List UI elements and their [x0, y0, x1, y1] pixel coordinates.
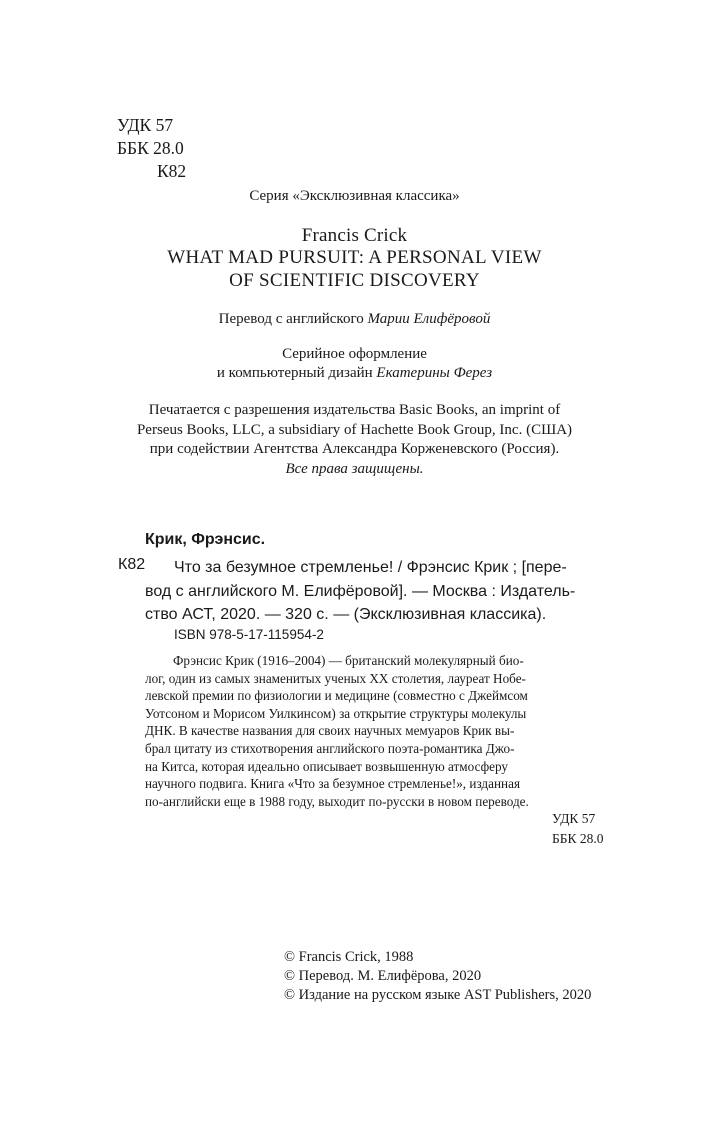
- author-mark: К82: [157, 161, 187, 181]
- catalog-description: [145, 556, 607, 627]
- original-title-line1: WHAT MAD PURSUIT: A PERSONAL VIEW: [167, 247, 542, 268]
- series-title: Серия «Эксклюзивная классика»: [249, 188, 460, 204]
- translation-credit: [0, 311, 709, 328]
- annotation-line: по-английски еще в 1988 году, выходит по-русски в новом переводе.: [145, 793, 529, 809]
- copyright-line2: © Перевод. М. Елифёрова, 2020: [284, 968, 482, 984]
- copyright-line3: © Издание на русском языке AST Publishers, 2020: [284, 987, 592, 1003]
- bbk-code: ББК 28.0: [117, 138, 184, 158]
- design-credit: [0, 345, 709, 383]
- udk-code: УДК 57: [117, 115, 174, 135]
- rights-line2: Perseus Books, LLC, a subsidiary of Hachette Book Group, Inc. (США): [136, 421, 573, 438]
- rights-line4: Все права защищены.: [285, 460, 424, 477]
- rights-notice: [0, 401, 709, 479]
- translator-name: Марии Елифёровой: [367, 311, 491, 327]
- annotation-line: лог, один из самых знаменитых ученых XX столетия, лауреат Нобе-: [145, 670, 526, 686]
- annotation-line: на Китса, которая идеально описывает возвышенную атмосферу: [145, 758, 508, 774]
- annotation-line: левской премии по физиологии и медицине (совместно с Джеймсом: [145, 688, 528, 704]
- catalog-line1: Что за безумное стремленье! / Фрэнсис Крик ; [пере-: [174, 559, 567, 576]
- design-line2-prefix: и компьютерный дизайн: [216, 365, 377, 381]
- annotation: [145, 652, 607, 810]
- annotation-line: Фрэнсис Крик (1916–2004) — британский молекулярный био-: [173, 653, 524, 668]
- rights-line3: при содействии Агентства Александра Корженевского (Россия).: [149, 441, 560, 457]
- catalog-author-mark: К82: [118, 556, 146, 573]
- catalog-heading: Крик, Фрэнсис.: [145, 531, 266, 548]
- isbn: ISBN 978-5-17-115954-2: [174, 627, 324, 642]
- copyright-line1: © Francis Crick, 1988: [284, 949, 414, 965]
- annotation-line: Уотсоном и Морисом Уилкинсом) за открытие структуры молекулы: [145, 705, 527, 721]
- original-title-line2: OF SCIENTIFIC DISCOVERY: [229, 270, 480, 291]
- original-title: [0, 246, 709, 292]
- annotation-line: ДНК. В качестве названия для своих научных мемуаров Крик вы-: [145, 723, 515, 739]
- designer-name: Екатерины Ферез: [376, 365, 493, 381]
- classification-codes: [117, 114, 186, 183]
- rights-line1: Печатается с разрешения издательства Basic Books, an imprint of: [148, 402, 561, 418]
- catalog-codes: [552, 809, 604, 849]
- catalog-bbk: ББК 28.0: [552, 831, 604, 846]
- annotation-line: брал цитату из стихотворения английского поэта-романтика Джо-: [145, 740, 515, 756]
- copyright-block: [284, 948, 591, 1005]
- annotation-line: научного подвига. Книга «Что за безумное стремленье!», изданная: [145, 776, 521, 792]
- translation-prefix: Перевод с английского: [218, 311, 368, 327]
- catalog-line3: ство АСТ, 2020. — 320 с. — (Эксклюзивная классика).: [145, 606, 547, 623]
- design-line1: Серийное оформление: [282, 346, 427, 362]
- catalog-line2: вод с английского М. Елифёровой]. — Москва : Издатель-: [145, 582, 576, 600]
- original-author: Francis Crick: [301, 225, 408, 246]
- catalog-udk: УДК 57: [552, 811, 596, 826]
